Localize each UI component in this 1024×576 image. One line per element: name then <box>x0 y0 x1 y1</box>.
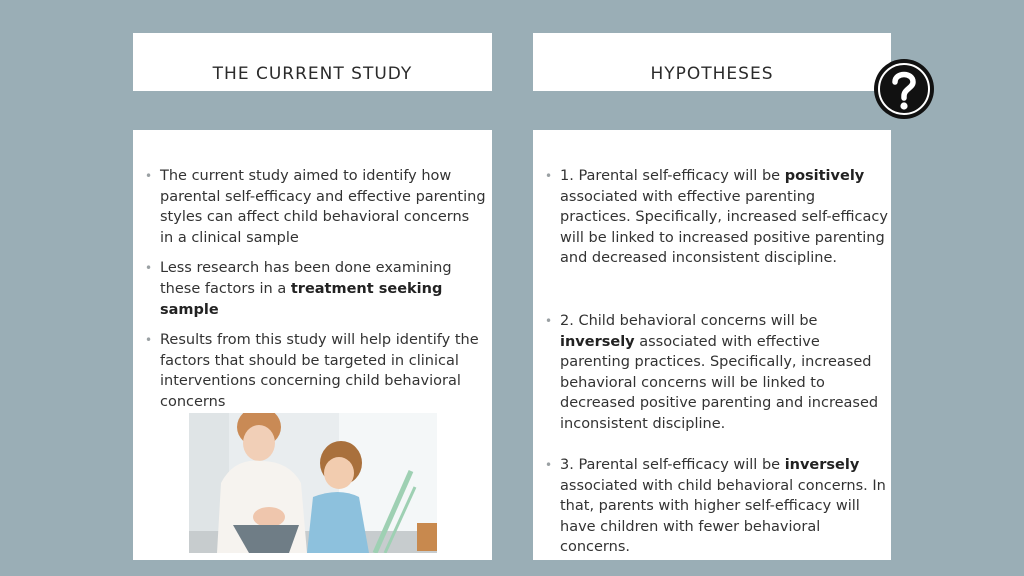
hypothesis-1-emphasis: positively <box>784 168 865 184</box>
hypothesis-3-post: associated with child behavioral concerns. In that, parents with higher self-efficacy will have children with fewer behavioral concerns. <box>560 477 886 556</box>
bullet-study-aim <box>138 166 486 248</box>
current-study-title-box <box>133 33 492 91</box>
hypothesis-1-item <box>538 166 888 269</box>
question-mark-glyph <box>874 59 934 119</box>
hypotheses-title: HYPOTHESES <box>650 64 774 84</box>
hypothesis-3 <box>538 455 888 558</box>
bullet-results <box>138 330 486 412</box>
hypothesis-2-post: associated with effective parenting practices. Specifically, increased behavioral concerns will be linked to decreased positive parenting and increased inconsistent discipline. <box>560 333 879 432</box>
bullet-less-research-emphasis: treatment seeking sample <box>160 280 443 318</box>
bullet-results-text: Results from this study will help identify the factors that should be targeted in clinical interventions concerning child behavioral concerns <box>160 332 479 410</box>
hypotheses-panel <box>533 130 891 560</box>
hypotheses-title-box <box>533 33 891 91</box>
bullet-less-research-text: Less research has been done examining these factors in a <box>160 260 452 297</box>
hypothesis-3-item <box>538 455 888 558</box>
current-study-bullets <box>138 166 486 423</box>
hypothesis-1-post: associated with effective parenting practices. Specifically, increased self-efficacy will be linked to increased positive parenting and decreased inconsistent discipline. <box>560 188 888 267</box>
current-study-title: THE CURRENT STUDY <box>212 64 413 84</box>
hypothesis-3-emphasis: inversely <box>784 457 860 473</box>
hypothesis-1 <box>538 166 888 269</box>
hypothesis-2-item <box>538 311 888 435</box>
hypothesis-2-emphasis: inversely <box>560 333 635 350</box>
bullet-less-research <box>138 258 486 320</box>
hypothesis-3-pre: 3. Parental self-efficacy will be <box>560 457 785 473</box>
hypothesis-2-pre: 2. Child behavioral concerns will be <box>560 313 818 329</box>
question-mark-icon[interactable] <box>874 59 934 119</box>
hypothesis-2 <box>538 311 888 435</box>
hypothesis-1-pre: 1. Parental self-efficacy will be <box>560 168 785 184</box>
bullet-study-aim-text: The current study aimed to identify how parental self-efficacy and effective parenting styles can affect child behavioral concerns in a clinical sample <box>160 168 486 246</box>
mother-child-photo <box>189 413 437 553</box>
current-study-panel <box>133 130 492 560</box>
